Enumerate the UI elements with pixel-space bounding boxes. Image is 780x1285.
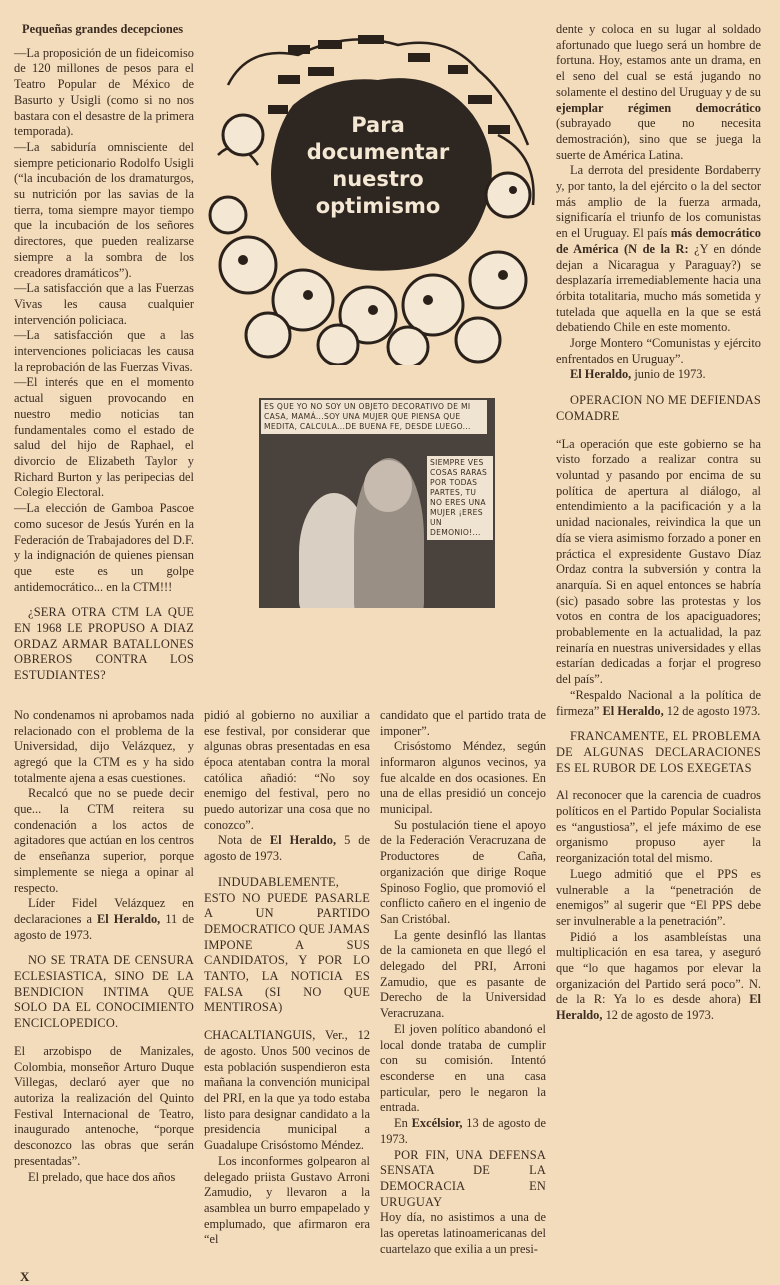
text: Crisóstomo Méndez, según informaron algunos vecinos, ya fue alcalde en dos ocasiones. En una de ellas presidió un concejo municipal. bbox=[380, 739, 546, 817]
text: Los inconformes golpearon al delegado priista Gustavo Arroni Zamudio, y llevaron a la asamblea un burro empapelado y emplumado, que afirmaron era “el bbox=[204, 1153, 370, 1247]
cartoon-title-line: optimismo bbox=[315, 194, 441, 218]
cartoon-illustration bbox=[208, 25, 546, 365]
column-center-bottom bbox=[380, 708, 546, 1258]
text: —La sabiduría omnisciente del siempre peticionario Rodolfo Usigli (“la incubación de los dramaturgos, su nutrición por las savias de la tierra, toma siempre mayor tiempo que la incubación de los señores directores, que pueden realizarse siempre a la sombra de los creadores dramáticos”). bbox=[14, 139, 194, 280]
bold-text: más democrático de América (N de la R: bbox=[556, 226, 761, 256]
section-heading bbox=[14, 953, 194, 1032]
text: 12 de agosto 1973. bbox=[663, 703, 761, 718]
paragraph bbox=[556, 930, 761, 1024]
text: Jorge Montero “Comunistas y ejército enfrentados en Uruguay”. bbox=[556, 336, 761, 366]
paragraph bbox=[556, 163, 761, 336]
section-heading bbox=[380, 1148, 546, 1211]
paragraph bbox=[14, 46, 194, 140]
crowd-wall-drawing bbox=[208, 25, 546, 365]
paragraph bbox=[380, 928, 546, 1022]
text: Recalcó que no se puede decir que... la CTM reitera su condenación a los actos de agitadores que actúan en los centros de enseñanza superior, porque simplemente se niega a opinar al respecto. bbox=[14, 786, 194, 895]
text: Pequeñas grandes decepciones bbox=[22, 22, 184, 36]
paragraph bbox=[14, 501, 194, 595]
paragraph bbox=[380, 1210, 546, 1257]
column-middle-bottom bbox=[204, 708, 370, 1248]
paragraph bbox=[380, 818, 546, 928]
bold-text: El Heraldo, bbox=[570, 367, 632, 382]
paragraph bbox=[204, 833, 370, 864]
paragraph bbox=[14, 1044, 194, 1170]
text: candidato que el partido trata de imponer”. bbox=[380, 707, 546, 738]
text: “Respaldo Nacional a la política de firmeza” bbox=[556, 687, 761, 718]
text: Nota de bbox=[218, 833, 270, 848]
paragraph bbox=[380, 1116, 546, 1147]
speech-bubble-left: ES QUE YO NO SOY UN OBJETO DECORATIVO DE MI CASA, MAMÁ...SOY UNA MUJER QUE PIENSA QUE MEDITA, CALCULA...DE BUENA FE, DESDE LUEGO... bbox=[261, 400, 487, 434]
text: El arzobispo de Manizales, Colombia, monseñor Arturo Duque Villegas, declaró ayer que no autoriza la realización del Quinto Festival Internacional de Teatro, inaugurado antenoche, “porque desconozco las obras que serán presentadas”. bbox=[14, 1043, 194, 1168]
text: FRANCAMENTE, EL PROBLEMA DE ALGUNAS DECLARACIONES ES EL RUBOR DE LOS EXEGETAS bbox=[556, 729, 761, 775]
paragraph bbox=[14, 140, 194, 281]
cartoon-title-line: Para bbox=[351, 113, 405, 137]
text: El prelado, que hace dos años bbox=[28, 1169, 176, 1184]
paragraph bbox=[556, 22, 761, 163]
section-title bbox=[22, 22, 194, 38]
text: (subrayado que no necesita demostración), sino que se juega la suerte de América Latina. bbox=[556, 116, 761, 162]
paragraph bbox=[380, 708, 546, 739]
text: POR FIN, UNA DEFENSA SENSATA DE LA DEMOCRACIA EN URUGUAY bbox=[380, 1147, 546, 1209]
paragraph bbox=[556, 867, 761, 930]
text: 12 de agosto de 1973. bbox=[602, 1008, 714, 1023]
text: OPERACION NO ME DEFIENDAS COMADRE bbox=[556, 393, 761, 423]
text: —La elección de Gamboa Pascoe como sucesor de Jesús Yurén en la Federación de Trabajadores del D.F. y la indignación de quienes piensan que este es un golpe antidemocrático... en la CTM!!! bbox=[14, 501, 194, 594]
text: 13 de agosto de 1973. bbox=[380, 1116, 546, 1146]
paragraph bbox=[14, 896, 194, 943]
section-heading bbox=[556, 393, 761, 424]
text: —El interés que en el momento actual siguen provocando en nuestro medio noticias tan fundamentales como el estado de salud del hijo de Raphael, el divorcio de Elizabeth Taylor y Richard Burton y las peripecias del Colegio Electoral. bbox=[14, 375, 194, 500]
text: dente y coloca en su lugar al soldado afortunado que luego será un hombre de fortuna. Hoy, estamos ante un drama, en el seno del cual se está jugando no solamente el destino del Uruguay y de su bbox=[556, 22, 761, 99]
text: ¿Y en dónde dejan a Nicaragua y Paraguay?) se desplazaría irremediablemente hacia una órbita totalitaria, mucho más sometida y tutelada que aquella en la que se está debatiendo Chile en este momento. bbox=[556, 241, 761, 335]
paragraph bbox=[204, 1028, 370, 1154]
section-heading bbox=[204, 875, 370, 1016]
column-right bbox=[556, 22, 761, 1024]
paragraph bbox=[556, 336, 761, 367]
text: La gente desinfló las llantas de la camioneta en que llegó el delegado del PRI, Arroni Zamudio, que es pasante de Derecho de la Universidad Veracruzana. bbox=[380, 927, 546, 1021]
text: Al reconocer que la carencia de cuadros políticos en el Partido Popular Socialista es “angustiosa”, el jefe máximo de ese organismo propuso ayer la reorganización total del mismo. bbox=[556, 788, 761, 866]
comic-photo bbox=[259, 398, 495, 608]
text: —La satisfacción que a las Fuerzas Vivas les causa cualquier intervención policiaca. bbox=[14, 281, 194, 327]
text: —La satisfacción que a las intervenciones policiacas les causa la reprobación de las Fuerzas Vivas. bbox=[14, 328, 194, 374]
paragraph bbox=[14, 375, 194, 501]
text: En bbox=[394, 1116, 412, 1131]
bold-text: El Heraldo, bbox=[556, 992, 761, 1023]
text: Su postulación tiene el apoyo de la Federación Veracruzana de Productores de Caña, organización que dirige Roque Spinoso Foglio, que promovió el conflicto cañero en el ingenio de San Cristóbal. bbox=[380, 817, 546, 926]
paragraph bbox=[14, 708, 194, 787]
page-marker: X bbox=[20, 1269, 30, 1285]
paragraph bbox=[14, 281, 194, 328]
text: 5 de agosto de 1973. bbox=[204, 833, 370, 864]
bold-text: ejemplar régimen democrático bbox=[556, 100, 761, 115]
text: Hoy día, no asistimos a una de las operetas latinoamericanas del cuartelazo que exilia a un presi- bbox=[380, 1210, 546, 1256]
column-left-bottom bbox=[14, 708, 194, 1185]
text: —La proposición de un fideicomiso de 120 millones de pesos para el Teatro Popular de México de Basurto y Usigli (como si no nos bastara con el desastre de la primera temporada). bbox=[14, 45, 194, 139]
paragraph bbox=[556, 437, 761, 688]
text: junio de 1973. bbox=[631, 367, 706, 382]
bold-text: El Heraldo, bbox=[602, 703, 664, 718]
text: pidió al gobierno no auxiliar a ese festival, por considerar que algunas obras presentadas en esa época atentaban contra la moral católica añadió: “No soy enemigo del festival, pero no puedo autorizar una cosa que no conozco”. bbox=[204, 707, 370, 832]
text: 11 de agosto de 1973. bbox=[14, 911, 194, 942]
text: “La operación que este gobierno se ha visto forzado a realizar contra su voluntad y pasando por encima de su política de apertura al diálogo, al entendimiento a la pacificación y a la unidad nacionales, reivindica la que un día se viera asimismo forzado a poner en práctica el expresidente Gustavo Díaz Ordaz contra la subversión y contra la anarquía. Si en aquel entonces se habría (sic) pasado sobre las protestas y los votos en contra de los apaciguadores; probablemente en la actualidad, la paz reinaría en nuestras universidades y ellas estarían dedicadas a forjar el progreso del país”. bbox=[556, 436, 761, 687]
cartoon-title-line: documentar bbox=[306, 140, 450, 164]
paragraph bbox=[14, 328, 194, 375]
text: No condenamos ni aprobamos nada relacionado con el problema de la Universidad, dijo Velázquez, y agregó que la CTM es y ha sido totalmente ajena a esas cuestiones. bbox=[14, 707, 194, 785]
text: Líder Fidel Velázquez en declaraciones a bbox=[14, 896, 194, 926]
paragraph bbox=[556, 788, 761, 867]
bold-text: El Heraldo, bbox=[269, 833, 337, 848]
text: INDUDABLEMENTE, ESTO NO PUEDE PASARLE A UN PARTIDO DEMOCRATICO QUE JAMAS IMPONE A SUS CANDIDATOS, Y POR LO TANTO, LA NOTICIA ES FALSA (SI NO QUE MENTIROSA) bbox=[204, 874, 370, 1015]
text: Pidió a los asambleístas una multiplicación en esa tarea, y aseguró que “lo que hagamos por elevar la organización del Partido será poco”. N. de la R: Ya lo es desde ahora) bbox=[556, 929, 761, 1007]
text: CHACALTIANGUIS, Ver., 12 de agosto. Unos 500 vecinos de esta población suspendieron esta mañana la convención municipal del PRI, en la que ya todo estaba listo para designar candidato a la presidencia municipal a Guadalupe Crisóstomo Méndez. bbox=[204, 1028, 370, 1153]
illustrations bbox=[204, 22, 546, 622]
text: ¿SERA OTRA CTM LA QUE EN 1968 LE PROPUSO A DIAZ ORDAZ ARMAR BATALLONES OBREROS CONTRA LOS ESTUDIANTES? bbox=[14, 605, 194, 683]
section-heading bbox=[556, 729, 761, 776]
paragraph bbox=[556, 688, 761, 719]
cartoon-title-line: nuestro bbox=[332, 167, 424, 191]
speech-bubble-right: SIEMPRE VES COSAS RARAS POR TODAS PARTES, TU NO ERES UNA MUJER ¡ERES UN DEMONIO!... bbox=[427, 456, 493, 540]
paragraph bbox=[204, 1154, 370, 1248]
text: Luego admitió que el PPS es vulnerable a la “penetración de enemigos” al sugerir que “El PPS debe ser invulnerable a la penetración”. bbox=[556, 866, 761, 928]
paragraph bbox=[556, 367, 761, 383]
paragraph bbox=[380, 739, 546, 818]
text: NO SE TRATA DE CENSURA ECLESIASTICA, SINO DE LA BENDICION INTIMA QUE SOLO DA EL CONOCIMIENTO ENCICLOPEDICO. bbox=[14, 953, 194, 1031]
bold-text: El Heraldo, bbox=[97, 911, 161, 926]
section-heading bbox=[14, 605, 194, 684]
woman-face bbox=[364, 460, 412, 512]
text: La derrota del presidente Bordaberry y, por tanto, la del ejército o la del sector más amplio de la fuerza armada, significaría el triunfo de los comunistas en el Uruguay. El país bbox=[556, 163, 761, 241]
paragraph bbox=[14, 1170, 194, 1186]
paragraph bbox=[204, 708, 370, 834]
text: El joven político abandonó el local donde trataba de cumplir con su comisión. Intentó esconderse en una casa particular, pero le negaron la entrada. bbox=[380, 1021, 546, 1115]
column-left-top bbox=[14, 22, 194, 696]
paragraph bbox=[380, 1022, 546, 1116]
bold-text: Excélsior, bbox=[411, 1116, 463, 1131]
paragraph bbox=[14, 786, 194, 896]
